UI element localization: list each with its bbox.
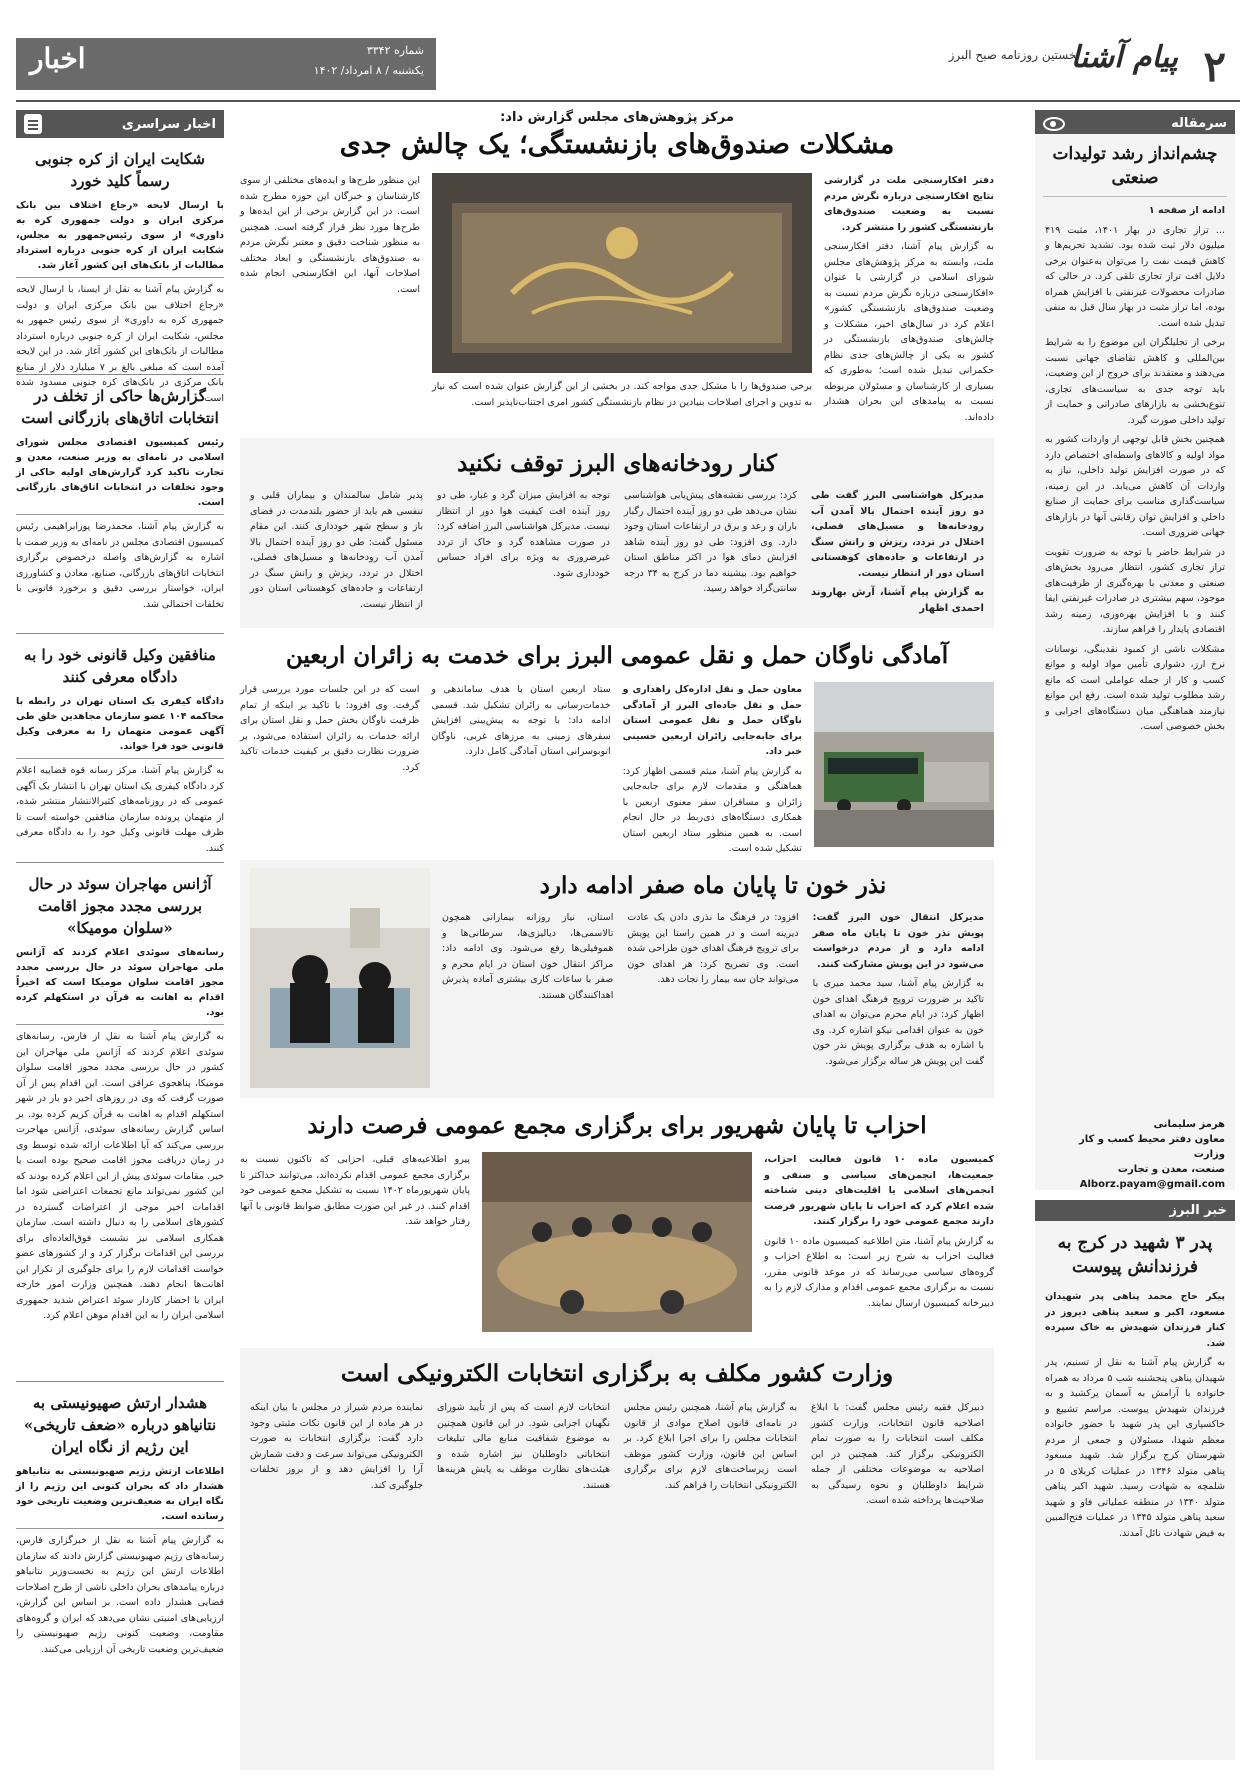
page-number: ۲: [1203, 42, 1226, 91]
article-kicker: مرکز پژوهش‌های مجلس گزارش داد:: [500, 110, 734, 125]
document-icon: [24, 114, 42, 134]
news-item: [16, 1392, 224, 1772]
editorial-bar: [1035, 113, 1235, 134]
article-column: [764, 1152, 994, 1332]
buses-image: [814, 682, 994, 847]
alborz-news-lead: پیکر حاج محمد پناهی پدر شهیدان مسعود، اکبر و سعید پناهی دیروز در کنار فرزندان شهیدش به خاک سپرده شد.: [1045, 1291, 1225, 1349]
news-item-lead: دادگاه کیفری یک استان تهران در رابطه با محاکمه ۱۰۴ عضو سازمان مجاهدین خلق طی آگهی عمومی متهمان را به معرفی وکیل قانونی خود فرا خواند.: [16, 694, 224, 759]
research-center-photo: [432, 173, 812, 373]
editorial-title[interactable]: چشم‌انداز رشد تولیدات صنعتی: [1043, 134, 1227, 197]
article-lead: دفتر افکارسنجی ملت در گزارشی نتایج افکارسنجی درباره نگرش مردم نسبت به وضعیت صندوق‌های بازنشستگی کشور را منتشر کرد.: [824, 175, 994, 233]
editorial-signature: [1035, 1117, 1235, 1192]
article-pension-funds: [240, 110, 994, 428]
editorial-paragraph: در شرایط حاضر با توجه به ضرورت تقویت تراز تجاری کشور، انتظار می‌رود بخش‌های صنعتی و معدنی با بهره‌گیری از ظرفیت‌های موجود، سهم بیشتری در صادرات غیرنفتی ایفا کنند و با افزایش بهره‌وری، زمینه رشد اقتصادی پایدار را فراهم سازند.: [1045, 546, 1225, 635]
editorial-body: [1035, 197, 1235, 1117]
editorial-bar-label: سرمقاله: [1171, 116, 1227, 131]
editorial-paragraph: همچنین بخش قابل توجهی از واردات کشور به مواد اولیه و کالاهای واسطه‌ای اختصاص دارد که در صورت افزایش تولید داخلی، نیاز به واردات آن کاهش می‌یابد. در این زمینه، سیاست‌گذاری مناسب برای حمایت از صنایع داخلی و افزایش توان رقابتی آنها در بازارهای جهانی ضروری است.: [1045, 434, 1225, 538]
arbaeen-buses-photo: [814, 682, 994, 847]
newspaper-tagline: نخستین روزنامه صبح البرز: [948, 48, 1080, 62]
news-item-title[interactable]: شکایت ایران از کره جنوبی رسماً کلید خورد: [35, 150, 205, 190]
article-text: کرد: بررسی نقشه‌های پیش‌یابی هواشناسی نشان می‌دهد طی دو روز آینده احتمال رگبار باران و رعد و برق در ارتفاعات استان وجود دارد. وی افزود: طی دو روز آینده شاهد افزایش دمای هوا در اکثر مناطق استان خواهیم بود. بیشینه دما در کرج به ۳۴ درجه سانتی‌گراد خواهد رسید.: [624, 490, 797, 594]
commission-meeting-photo: [482, 1152, 752, 1332]
news-item: [16, 385, 224, 625]
news-item: [16, 873, 224, 1373]
article-text: به گزارش پیام آشنا، دفتر افکارسنجی ملت، وابسته به مرکز پژوهش‌های مجلس شورای اسلامی در گزارشی با عنوان «افکارسنجی درباره نگرش مردم نسبت به وضعیت صندوق‌های بازنشستگی کشور» اعلام کرد در سال‌های اخیر، مشکلات و چالش‌های صندوق‌های بازنشستگی در کشور به یکی از چالش‌های جدی نظام حکمرانی تبدیل شده است؛ به‌طوری که بسیاری از کارشناسان و مسئولان مربوطه نسبت به پیامدهای این بحران هشدار داده‌اند.: [824, 241, 994, 423]
article-headline[interactable]: مشکلات صندوق‌های بازنشستگی؛ یک چالش جدی: [339, 129, 895, 160]
news-item-lead: رئیس کمیسیون اقتصادی مجلس شورای اسلامی در نامه‌ای به وزیر صنعت، معدن و تجارت تاکید کرد گزارش‌های اولیه حاکی از وجود تخلفات در انتخابات اتاق‌های بازرگانی است.: [16, 435, 224, 515]
news-item-body: به گزارش پیام آشنا، محمدرضا پورابراهیمی رئیس کمیسیون اقتصادی مجلس در نامه‌ای به وزیر صمت با اشاره به گزارش‌های واصله درخصوص برگزاری انتخابات اتاق‌های بازرگانی، صنایع، معادن و کشاورزی ایران، خواستار بررسی دقیق و برخورد قانونی با تخلفات احتمالی شد.: [16, 521, 224, 610]
article-text: افزود: در فرهنگ ما نذری دادن یک عادت دیرینه است و در همین راستا این پویش برای ترویج فرهنگ اهدای خون طراحی شده است. وی تصریح کرد: هر اهدای خون می‌تواند جان سه بیمار را نجات دهد.: [627, 912, 799, 985]
section-label: اخبار: [30, 42, 86, 75]
article-column: [824, 173, 994, 439]
national-news-column: [16, 110, 224, 1770]
eye-icon: [1043, 117, 1065, 131]
article-text: به گزارش پیام آشنا، همچنین رئیس مجلس در نامه‌ای قانون اصلاح موادی از قانون انتخابات مجلس را برای اجرا ابلاغ کرد. بر اساس این قانون، وزارت کشور موظف است زیرساخت‌های لازم برای برگزاری الکترونیکی انتخابات را فراهم کند.: [624, 1402, 797, 1491]
article-blood-donation: [240, 860, 994, 1098]
news-item: [16, 148, 224, 404]
article-column: [623, 682, 802, 861]
news-item-body: به گزارش پیام آشنا به نقل از ایسنا، با ارسال لایحه «رجاع اختلاف بین بانک مرکزی ایران و دولت جمهوری کره به داوری» از سوی رئیس جمهور به مجلس، شکایت ایران از کره جنوبی درباره استرداد مطالبات از بانک‌های این کشور آغاز شد. در این لایحه آمده است که مبلغی بالغ بر ۷ میلیارد دلار از منابع بانک مرکزی در بانک‌های کره جنوبی مسدود شده است.: [16, 284, 224, 404]
article-arbaeen-transport: [240, 638, 994, 854]
national-news-bar: [16, 110, 224, 138]
alborz-news-body: [1035, 1289, 1235, 1541]
article-text: توجه به افزایش میزان گرد و غبار، طی دو روز آینده افت کیفیت هوا دور از انتظار نیست. مدیرکل هواشناسی البرز اضافه کرد: در صورت مشاهده گرد و خاک از تردد غیرضروری به ویژه برای افراد حساس خودداری شود.: [437, 490, 610, 579]
editorial-paragraph: ... تراز تجاری در بهار ۱۴۰۱، مثبت ۴۱۹ میلیون دلار ثبت شده بود. تشدید تحریم‌ها و کاهش قیمت نفت را می‌توان به‌عنوان برخی دلایل افت تراز تجاری تلقی کرد. در حالی که صادرات محصولات غیرنفتی با افزایش همراه بوده، اما تراز مثبت در بهار سال قبل به منفی تبدیل شده است.: [1045, 224, 1225, 329]
editorial-author: هرمز سلیمانی: [1153, 1119, 1225, 1130]
article-text: پذیر شامل سالمندان و بیماران قلبی و تنفسی هم باید از حضور بلندمدت در فضای باز و سطح شهر خودداری کنند. این مقام مسئول گفت: طی دو روز آینده احتمال بالا آمدن آب رودخانه‌ها و مسیل‌های فصلی، اختلال در تردد، ریزش و رانش سنگ در ارتفاعات و جاده‌های کوهستانی استان دور از انتظار نیست.: [250, 490, 423, 610]
news-item-title[interactable]: گزارش‌ها حاکی از تخلف در انتخابات اتاق‌های بازرگانی است: [21, 387, 219, 427]
article-text: ستاد اربعین استان با هدف ساماندهی و خدمات‌رسانی به زائران تشکیل شد. قسمی ادامه داد: با توجه به پیش‌بینی افزایش سفرهای زمینی به مرزهای غربی، ناوگان اتوبوسرانی استان آمادگی کامل دارد.: [431, 684, 611, 757]
issue-info-box: [16, 38, 436, 90]
article-electronic-election: [240, 1348, 994, 1770]
alborz-news-bar: خبر البرز: [1035, 1200, 1235, 1221]
divider: [16, 1381, 224, 1382]
news-item-title[interactable]: آژانس مهاجران سوئد در حال بررسی مجدد مجوز اقامت «سلوان مومیکا»: [28, 875, 212, 937]
article-headline[interactable]: احزاب تا پایان شهریور برای برگزاری مجمع عمومی فرصت دارند: [307, 1112, 927, 1139]
news-item-body: به گزارش پیام آشنا به نقل از خبرگزاری فارس، رسانه‌های رژیم صهیونیستی گزارش دادند که سازمان اطلاعات ارتش این رژیم به نخست‌وزیر نتانیاهو درباره پیامدهای بحران داخلی ناشی از طرح اصلاحات قضایی هشدار داده است. بر اساس این گزارش، ارزیابی‌های امنیتی نشان می‌دهد که ایران و گروه‌های مقاومت، وضعیت کنونی رژیم صهیونیستی را ضعیف‌ترین وضعیت تاریخی آن ارزیابی می‌کنند.: [16, 1535, 224, 1655]
editorial-paragraph: ادامه از صفحه ۱: [1148, 205, 1225, 216]
article-text: انتخابات لازم است که پس از تأیید شورای نگهبان اجرایی شود. در این قانون همچنین به موضوع شفافیت منابع مالی تبلیغات انتخاباتی داوطلبان نیز اشاره شده و هیئت‌های نظارت موظف به پایش هزینه‌ها هستند.: [437, 1402, 610, 1491]
alborz-news-text: به گزارش پیام آشنا به نقل از تسنیم، پدر شهیدان پناهی پنجشنبه شب ۵ مرداد به همراه خانواده با آرامش به آسمان پرکشید و به فرزندان شهیدش پیوست. مراسم تشییع و خاکسپاری این پدر شهید با حضور خانواده معظم شهدا، مسئولان و جمعی از مردم شهرستان کرج برگزار شد. شهید مسعود پناهی متولد ۱۳۴۶ در عملیات کربلای ۵ در شلمچه به شهادت رسید. شهید اکبر پناهی متولد ۱۳۴۰ در منطقه عملیاتی فاو و شهید سعید پناهی متولد ۱۳۴۵ در عملیات فتح‌المبین به فیض شهادت نائل آمدند.: [1045, 1357, 1226, 1539]
editorial-email[interactable]: Alborz.payam@gmail.com: [1079, 1179, 1225, 1190]
article-column: [811, 488, 984, 620]
blood-donors-image: [250, 868, 430, 1088]
article-column: [813, 910, 984, 1073]
article-text: است که در این جلسات مورد بررسی قرار گرفت. وی افزود: با تاکید بر اینکه از تمام ظرفیت ناوگان بخش حمل و نقل استان برای ارائه خدمات به زائران استفاده می‌شود، بر ضرورت نظارت دقیق بر کیفیت خدمات تاکید کرد.: [240, 684, 420, 773]
article-text: دبیرکل فقیه رئیس مجلس گفت: با ابلاغ اصلاحیه قانون انتخابات، وزارت کشور مکلف است انتخابات را به صورت تمام الکترونیکی برگزار کند. همچنین در این اصلاحیه به موضوعات مختلفی از جمله شرایط داوطلبان و نحوه رسیدگی به صلاحیت‌ها پرداخته شده است.: [811, 1402, 984, 1506]
article-text: به گزارش پیام آشنا، سید محمد میری با تاکید بر ضرورت ترویج فرهنگ اهدای خون اظهار کرد: در ایام محرم می‌توان به اهدای خون به عنوان اقدامی نیکو اشاره کرد. وی با اشاره به هدف برگزاری پویش نذر خون گفت این پویش هر ساله برگزار می‌شود.: [812, 978, 984, 1067]
newspaper-logo[interactable]: پیام آشنا: [1070, 40, 1178, 75]
divider: [16, 862, 224, 863]
editorial-author-role: معاون دفتر محیط کسب و کار وزارت: [1078, 1134, 1225, 1160]
news-item: [16, 644, 224, 854]
news-item-title[interactable]: هشدار ارتش صهیونیستی به نتانیاهو درباره «ضعف تاریخی» این رژیم از نگاه ایران: [23, 1394, 217, 1456]
article-byline: به گزارش پیام آشنا، آرش بهاروند احمدی اظهار: [811, 587, 984, 614]
article-headline[interactable]: نذر خون تا پایان ماه صفر ادامه دارد: [539, 872, 887, 899]
masthead: [16, 38, 1240, 102]
editorial-column: [1035, 110, 1235, 1190]
blood-donation-photo: [250, 868, 430, 1088]
news-item-lead: با ارسال لایحه «رجاع اختلاف بین بانک مرکزی ایران و دولت جمهوری کره به داوری» از سوی رئیس‌جمهور به مجلس، شکایت ایران از کره جنوبی درباره استرداد مطالبات از بانک‌های این کشور آغاز شد.: [16, 198, 224, 278]
news-item-body: به گزارش پیام آشنا به نقل از فارس، رسانه‌های سوئدی اعلام کردند که آژانس ملی مهاجران این کشور در حال بررسی مجدد مجوز اقامت سلوان مومیکا، پناهجوی عراقی است. این اقدام پس از آن صورت گرفت که وی در روزهای اخیر دو بار در شهر استکهلم اقدام به اهانت به قرآن کریم کرده بود. بر اساس گزارش رسانه‌های سوئدی، آژانس مهاجرت بررسی می‌کند که آیا اطلاعات ارائه شده توسط وی در زمان دریافت مجوز اقامت صحیح بوده است یا خیر. مقامات سوئدی پیش از این اعلام کرده بودند که این کشور نمی‌تواند مانع تجمعات اعتراضی شود اما اقدامات اخیر موجی از اعتراضات گسترده در کشورهای اسلامی را به دنبال داشته است. سازمان همکاری اسلامی نیز نشست فوق‌العاده‌ای برای بررسی این اقدامات برگزار کرد و از کشورهای عضو خواست اقدامات لازم را برای جلوگیری از تکرار این اهانت‌ها انجام دهند. همچنین وزارت امور خارجه ایران با احضار کاردار سوئد اعتراض شدید جمهوری اسلامی ایران را به این اقدام موهن اعلام کرد.: [16, 1031, 224, 1321]
article-lead: مدیرکل هواشناسی البرز گفت طی دو روز آینده احتمال بالا آمدن آب رودخانه‌ها و مسیل‌های فصلی، اختلال در تردد، ریزش و رانش سنگ در ارتفاعات و جاده‌های کوهستانی استان دور از انتظار نیست.: [811, 490, 984, 579]
news-item-title[interactable]: منافقین وکیل قانونی خود را به دادگاه معرفی کنند: [24, 646, 216, 686]
editorial-author-role: صنعت، معدن و تجارت: [1117, 1164, 1225, 1175]
article-text: برخی صندوق‌ها را با مشکل جدی مواجه کند. در بخشی از این گزارش عنوان شده است که نیاز به تدوین و اجرای اصلاحات بنیادین در نظام بازنشستگی کشور امری اجتناب‌ناپذیر است.: [432, 381, 812, 408]
article-text: به گزارش پیام آشنا، متن اطلاعیه کمیسیون ماده ۱۰ قانون فعالیت احزاب به شرح زیر است: به اطلاع احزاب و گروه‌های سیاسی می‌رساند که در موعد قانونی مقرر، نسبت به برگزاری مجمع عمومی اقدام و مدارک لازم را به دبیرخانه کمیسیون ارسال نمایند.: [764, 1235, 994, 1309]
news-item-body: به گزارش پیام آشنا، مرکز رسانه قوه قضاییه اعلام کرد دادگاه کیفری یک استان تهران با انتشار یک آگهی عمومی که در روزنامه‌های کثیرالانتشار منتشر شده، از متهمان پرونده سازمان منافقین خواسته است تا ظرف مهلت قانونی وکیل خود را به دادگاه معرفی کنند.: [16, 765, 224, 854]
issue-date: یکشنبه / ۸ امرداد/ ۱۴۰۲: [313, 64, 424, 77]
national-news-bar-label: اخبار سراسری: [121, 116, 216, 132]
article-text: پیرو اطلاعیه‌های قبلی، احزابی که تاکنون نسبت به برگزاری مجمع عمومی اقدام نکرده‌اند، می‌توانند حداکثر تا پایان شهریورماه ۱۴۰۲ نسبت به تشکیل مجمع عمومی خود اقدام کنند. در غیر این صورت مطابق ضوابط قانونی با آنها رفتار خواهد شد.: [240, 1154, 471, 1227]
article-text: به گزارش پیام آشنا، میثم قسمی اظهار کرد: هماهنگی و مقدمات لازم برای جابه‌جایی زائران و مسافران سفر معنوی اربعین با همکاری دستگاه‌های ذی‌ربط در حال انجام است. به همین منظور ستاد اربعین استان تشکیل شده است.: [622, 765, 802, 854]
article-headline[interactable]: وزارت کشور مکلف به برگزاری انتخابات الکترونیکی است: [340, 1360, 894, 1387]
article-lead: مدیرکل انتقال خون البرز گفت: پویش نذر خون تا پایان ماه صفر ادامه دارد و از مردم درخواست می‌شود در این پویش مشارکت کنند.: [812, 912, 984, 970]
alborz-news-title[interactable]: پدر ۳ شهید در کرج به فرزندانش پیوست: [1057, 1233, 1213, 1277]
article-text: استان، نیاز روزانه بیمارانی همچون تالاسمی‌ها، دیالیزی‌ها، سرطانی‌ها و هموفیلی‌ها رفع می‌شود. وی ادامه داد: مراکز انتقال خون استان در ایام محرم و صفر با ساعات کاری بیشتری آماده پذیرش اهداکنندگان هستند.: [442, 912, 614, 1001]
research-center-sign-image: [432, 173, 812, 373]
news-item-lead: رسانه‌های سوئدی اعلام کردند که آژانس ملی مهاجران سوئد در حال بررسی مجدد مجوز اقامت سلوان مومیکا است که اخیراً اقدام به اهانت به قرآن در استکهلم کرده بود.: [16, 945, 224, 1025]
article-parties-assembly: [240, 1108, 994, 1338]
meeting-image: [482, 1152, 752, 1332]
editorial-paragraph: برخی از تحلیلگران این موضوع را به شرایط بین‌المللی و کاهش تقاضای جهانی نسبت می‌دهند و معتقدند برای خروج از این وضعیت، باید توجه جدی به سیاست‌های تجاری، تنوع‌بخشی به بازارهای صادراتی و حمایت از تولید داخلی صورت گیرد.: [1045, 337, 1225, 426]
divider: [16, 633, 224, 634]
article-headline[interactable]: کنار رودخانه‌های البرز توقف نکنید: [457, 450, 777, 477]
article-text: نماینده مردم شیراز در مجلس با بیان اینکه در هر ماده از این قانون نکات مثبتی وجود دارد گفت: برگزاری انتخابات به صورت الکترونیکی می‌تواند سرعت و دقت شمارش آرا را افزایش دهد و از بروز تخلفات جلوگیری کند.: [250, 1402, 423, 1491]
article-text: این منظور طرح‌ها و ایده‌های مختلفی از سوی کارشناسان و خبرگان این حوزه مطرح شده است. در این گزارش برخی از این ایده‌ها و طرح‌ها مورد نظر قرار گرفته است. همچنین به منظور شناخت دقیق و معتبر نگرش مردم به صندوق‌های بازنشستگی و ابعاد مختلف اصلاحات آنها، این افکارسنجی انجام شده است.: [240, 175, 420, 295]
editorial-paragraph: مشکلات ناشی از کمبود نقدینگی، نوسانات نرخ ارز، دشواری تأمین مواد اولیه و موانع کسب و کار از جمله عواملی است که مانع رشد مطلوب تولید شده است. رفع این موانع نیازمند هماهنگی میان دستگاه‌های اجرایی و بخش خصوصی است.: [1045, 643, 1225, 732]
article-lead: معاون حمل و نقل اداره‌کل راهداری و حمل و نقل جاده‌ای البرز از آمادگی ناوگان حمل و نقل عمومی استان برای جابه‌جایی زائران اربعین حسینی خبر داد.: [622, 684, 802, 757]
article-rivers-alborz: [240, 438, 994, 628]
news-item-lead: اطلاعات ارتش رژیم صهیونیستی به نتانیاهو هشدار داد که بحران کنونی این رژیم را از نگاه ایران به ضعیف‌ترین وضعیت تاریخی خود رسانده است.: [16, 1464, 224, 1529]
issue-number: شماره ۳۳۴۲: [366, 44, 424, 57]
article-headline[interactable]: آمادگی ناوگان حمل و نقل عمومی البرز برای خدمت به زائران اربعین: [285, 642, 949, 669]
article-lead: کمیسیون ماده ۱۰ قانون فعالیت احزاب، جمعیت‌ها، انجمن‌های سیاسی و صنفی و انجمن‌های اسلامی یا اقلیت‌های دینی شناخته شده اعلام کرد که احزاب تا پایان شهریور فرصت دارند مجمع عمومی خود را برگزار کنند.: [764, 1154, 994, 1227]
alborz-news-column: [1035, 1200, 1235, 1760]
